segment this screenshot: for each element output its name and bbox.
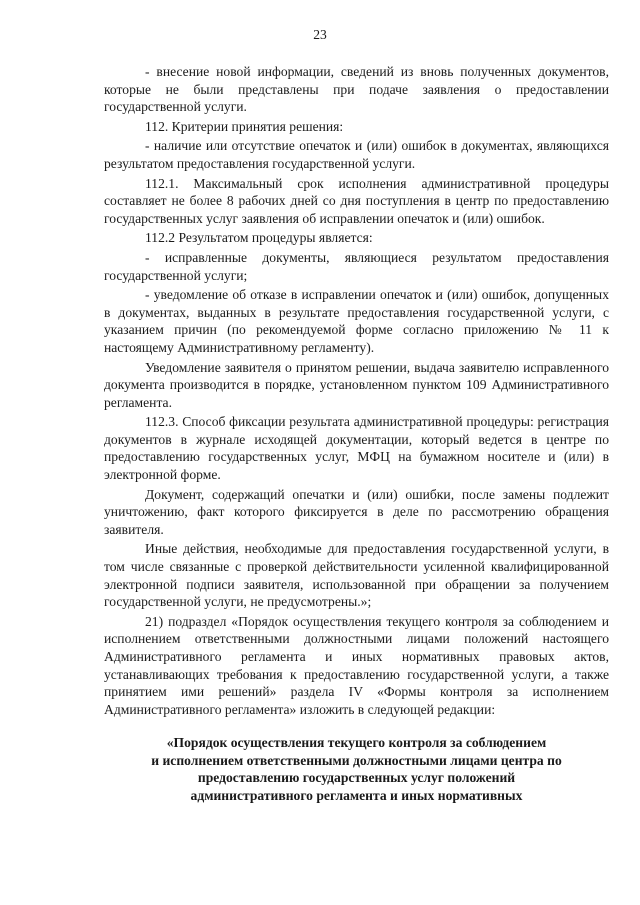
paragraph: - наличие или отсутствие опечаток и (или) ошибок в документах, являющихся результатом предоставления государственной услуги. <box>104 138 609 171</box>
paragraph: 112.3. Способ фиксации результата административной процедуры: регистрация документов в журнале исходящей документации, который ведется в центре по предоставлению государственных услуг, МФЦ на бумажном носителе и (или) в электронной форме. <box>104 414 609 483</box>
section-heading <box>104 734 609 804</box>
page-number: 23 <box>313 27 327 42</box>
paragraph: Иные действия, необходимые для предоставления государственной услуги, в том числе связанные с проверкой действительности усиленной квалифицированной электронной подписи заявителя, использованной при обращении за получением государственной услуги, не предусмотрены.»; <box>104 541 609 610</box>
document-body <box>104 63 609 720</box>
paragraph: 112. Критерии принятия решения: <box>145 118 344 134</box>
heading-line: «Порядок осуществления текущего контроля за соблюдением <box>166 735 547 750</box>
paragraph: 112.1. Максимальный срок исполнения административной процедуры составляет не более 8 рабочих дней со дня поступления в центр по предоставлению государственных услуг заявления об исправлении опечаток и (или) ошибок. <box>104 175 609 226</box>
paragraph: - внесение новой информации, сведений из вновь полученных документов, которые не были представлены при подаче заявления о предоставлении государственной услуги. <box>104 64 609 115</box>
paragraph: Документ, содержащий опечатки и (или) ошибки, после замены подлежит уничтожению, факт которого фиксируется в деле по рассмотрению обращения заявителя. <box>104 486 609 537</box>
paragraph: - уведомление об отказе в исправлении опечаток и (или) ошибок, допущенных в документах, выданных в результате предоставления государственной услуги, с указанием причин (по рекомендуемой форме согласно приложению № 11 к настоящему Административному регламенту). <box>104 287 609 355</box>
heading-line: и исполнением ответственными должностными лицами центра по <box>151 752 562 768</box>
paragraph: 21) подраздел «Порядок осуществления текущего контроля за соблюдением и исполнением ответственными должностными лицами положений настоящего Административного регламента и иных нормативных правовых актов, устанавливающих требования к предоставлению государственной услуги, а также принятием ими решений» раздела IV «Формы контроля за исполнением Административного регламента» изложить в следующей редакции: <box>104 613 609 717</box>
heading-line: административного регламента и иных нормативных <box>190 787 523 803</box>
paragraph: - исправленные документы, являющиеся результатом предоставления государственной услуги; <box>104 249 609 283</box>
heading-line: предоставлению государственных услуг положений <box>197 770 516 786</box>
paragraph: 112.2 Результатом процедуры является: <box>145 230 373 246</box>
paragraph: Уведомление заявителя о принятом решении, выдача заявителю исправленного документа производится в порядке, установленном пунктом 109 Административного регламента. <box>104 359 609 410</box>
